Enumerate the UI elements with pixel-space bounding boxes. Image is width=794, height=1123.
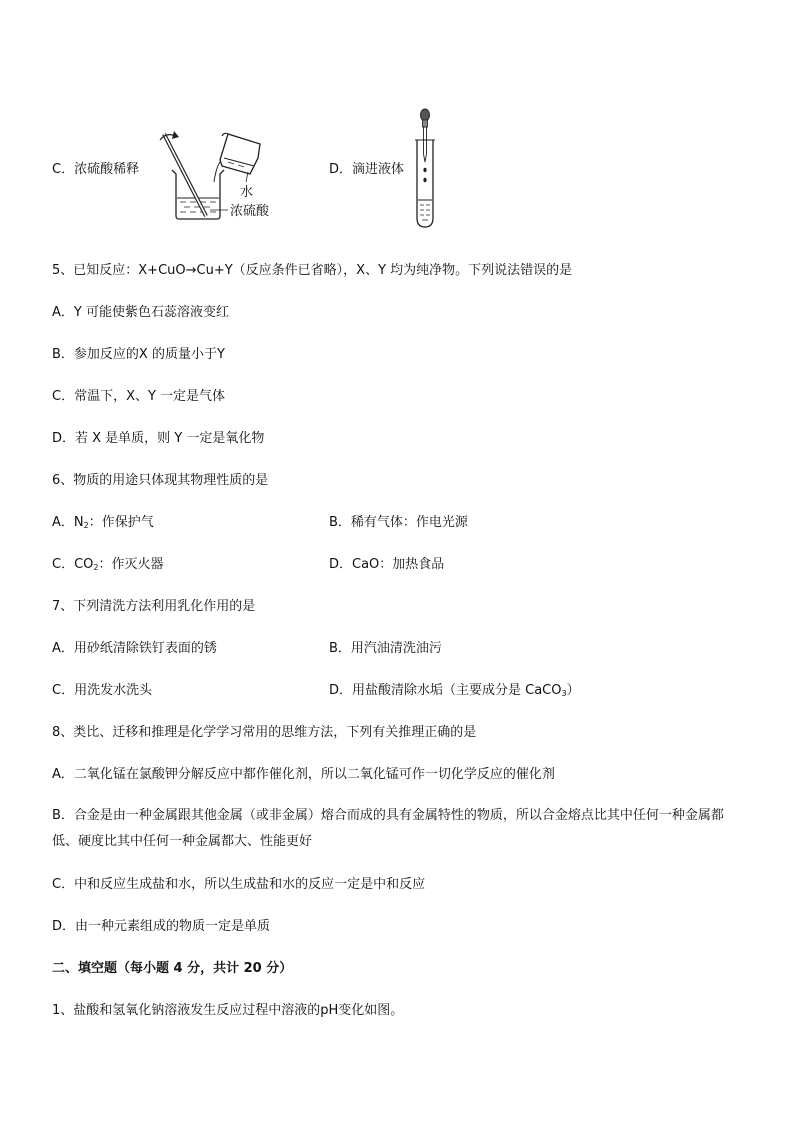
q8-option-d: D．由一种元素组成的物质一定是单质 — [52, 919, 271, 934]
section-title: 二、填空题（每小题 4 分，共计 20 分） — [52, 961, 293, 976]
q7-stem: 7、下列清洗方法利用乳化作用的是 — [52, 599, 256, 614]
q8-stem: 8、类比、迁移和推理是化学学习常用的思维方法，下列有关推理正确的是 — [52, 725, 477, 740]
q6-stem: 6、物质的用途只体现其物理性质的是 — [52, 473, 269, 488]
q6-option-c — [52, 556, 164, 574]
q6-option-a — [52, 514, 154, 532]
subscript: 3 — [561, 689, 567, 698]
acid-label: 浓硫酸 — [230, 204, 270, 219]
q5-stem: 5、已知反应：X+CuO→Cu+Y（反应条件已省略），X、Y 均为纯净物。下列说法错误的是 — [52, 263, 573, 278]
q7-option-c: C．用洗发水洗头 — [52, 683, 153, 698]
q7-option-d — [329, 682, 580, 700]
option-text: D．用盐酸清除水垢（主要成分是 CaCO — [329, 683, 562, 698]
q6-option-d: D．CaO：加热食品 — [329, 557, 445, 572]
q4-option-c — [52, 161, 139, 179]
dilution-figure — [150, 112, 280, 224]
q4-option-d — [329, 161, 404, 179]
q8-option-a: A．二氧化锰在氯酸钾分解反应中都作催化剂，所以二氧化锰可作一切化学反应的催化剂 — [52, 767, 555, 782]
fill-question-1-stem: 1、盐酸和氢氧化钠溶液发生反应过程中溶液的pH变化如图。 — [52, 1003, 404, 1018]
q5-option-a: A．Y 可能使紫色石蕊溶液变红 — [52, 305, 229, 320]
q8-option-b: B．合金是由一种金属跟其他金属（或非金属）熔合而成的具有金属特性的物质，所以合金熔点比其中任何一种金属都低、硬度比其中任何一种金属都大、性能更好 — [52, 808, 724, 849]
q5-option-b: B．参加反应的X 的质量小于Y — [52, 347, 225, 362]
subscript: 2 — [93, 563, 99, 572]
option-text: ：作保护气 — [88, 515, 154, 530]
option-letter: D． — [329, 162, 353, 177]
option-text: ：作灭火器 — [98, 557, 164, 572]
q6-option-b: B．稀有气体：作电光源 — [329, 515, 468, 530]
q5-option-d: D．若 X 是单质，则 Y 一定是氧化物 — [52, 431, 265, 446]
subscript: 2 — [83, 521, 89, 530]
option-text: 浓硫酸稀释 — [74, 162, 140, 177]
option-text: ） — [566, 683, 580, 698]
formula-text: A．N — [52, 515, 84, 530]
formula-text: C．CO — [52, 557, 94, 572]
dropper-test-tube-figure — [410, 106, 440, 230]
water-label: 水 — [240, 185, 254, 200]
q7-option-a: A．用砂纸清除铁钉表面的锈 — [52, 641, 217, 656]
option-letter: C． — [52, 162, 75, 177]
option-text: 滴进液体 — [352, 162, 405, 177]
q8-option-c: C．中和反应生成盐和水，所以生成盐和水的反应一定是中和反应 — [52, 877, 426, 892]
q5-option-c: C．常温下，X、Y 一定是气体 — [52, 389, 226, 404]
q7-option-b: B．用汽油清洗油污 — [329, 641, 442, 656]
